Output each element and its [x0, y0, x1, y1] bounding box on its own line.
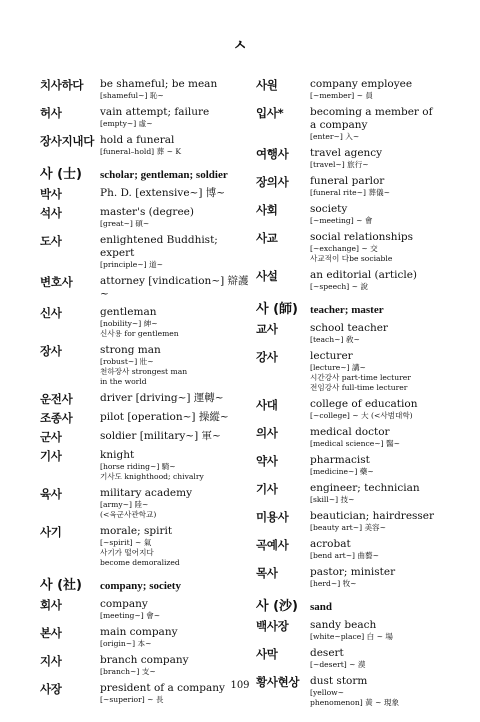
dictionary-entry — [40, 598, 252, 621]
entry-etymology: 기사도 knighthood; chivalry — [100, 472, 204, 481]
entry-meaning: enlightened Buddhist; — [100, 234, 218, 246]
entry-etymology: [meeting~] 會~ — [100, 611, 161, 620]
entry-meaning: sandy beach — [310, 619, 377, 631]
dictionary-entry — [40, 78, 252, 101]
entry-headword: 신사 — [40, 306, 62, 320]
section-header — [40, 578, 252, 594]
entry-etymology: driver [driving~] 運轉~ — [100, 392, 224, 404]
entry-etymology: [medical science~] 醫~ — [310, 439, 400, 448]
entry-etymology: [army~] 陸~ — [100, 500, 149, 509]
entry-etymology: [~spirit] ~ 氣 — [100, 538, 152, 547]
entry-headword: 변호사 — [40, 275, 73, 289]
entry-meaning: master's (degree) — [100, 206, 194, 218]
entry-meaning: becoming a member of — [310, 106, 433, 118]
entry-headword: 의사 — [256, 426, 278, 440]
entry-meaning: desert — [310, 647, 344, 659]
entry-etymology: 시간강사 part-time lecturer — [310, 373, 411, 382]
dictionary-entry — [40, 411, 252, 425]
entry-meaning: pastor; minister — [310, 566, 396, 578]
entry-etymology: in the world — [100, 377, 147, 386]
entry-etymology: [origin~] 本~ — [100, 639, 152, 648]
entry-etymology: [robust~] 壯~ — [100, 357, 154, 366]
entry-etymology: [bend art~] 曲藝~ — [310, 551, 379, 560]
entry-definition — [310, 647, 462, 670]
entry-definition — [310, 106, 462, 142]
section-headword: 사 (師) — [256, 302, 298, 317]
entry-etymology: 천하장사 strongest man — [100, 367, 188, 376]
entry-etymology: pilot [operation~] 操縱~ — [100, 411, 229, 423]
entry-meaning: dust storm — [310, 675, 368, 687]
dictionary-entry — [40, 106, 252, 129]
entry-headword: 회사 — [40, 598, 62, 612]
entry-etymology: [~member] ~ 員 — [310, 91, 373, 100]
entry-definition — [100, 234, 252, 270]
entry-etymology: [empty~] 虛~ — [100, 119, 153, 128]
entry-headword: 사교 — [256, 231, 278, 245]
section-headword: 사 (士) — [40, 167, 82, 182]
dictionary-entry — [256, 398, 462, 421]
entry-headword: 석사 — [40, 206, 62, 220]
entry-meaning: company — [100, 598, 148, 610]
entry-definition — [100, 411, 252, 424]
entry-headword: 치사하다 — [40, 78, 84, 92]
entry-headword: 강사 — [256, 350, 278, 364]
dictionary-entry — [256, 175, 462, 198]
page-header-letter: ㅅ — [232, 36, 248, 54]
section-title: sand — [310, 601, 333, 613]
entry-meaning: lecturer — [310, 350, 353, 362]
entry-meaning: president of a company — [100, 682, 225, 694]
dictionary-entry — [40, 306, 252, 339]
entry-headword: 박사 — [40, 187, 62, 201]
entry-meaning: knight — [100, 449, 135, 461]
entry-meaning: travel agency — [310, 147, 383, 159]
dictionary-entry — [256, 647, 462, 670]
entry-etymology: [great~] 碩~ — [100, 219, 150, 228]
dictionary-entry — [40, 487, 252, 520]
entry-headword: 기사 — [40, 449, 62, 463]
dictionary-entry — [256, 538, 462, 561]
entry-headword: 사대 — [256, 398, 278, 412]
entry-meaning: hold a funeral — [100, 134, 175, 146]
dictionary-entry — [256, 106, 462, 142]
entry-definition — [310, 322, 462, 345]
dictionary-entry — [40, 626, 252, 649]
entry-headword: 장의사 — [256, 175, 289, 189]
entry-etymology: soldier [military~] 軍~ — [100, 430, 221, 442]
entry-definition — [310, 482, 462, 505]
dictionary-entry — [256, 454, 462, 477]
entry-meaning: branch company — [100, 654, 189, 666]
dictionary-entry — [256, 322, 462, 345]
entry-meaning: medical doctor — [310, 426, 390, 438]
entry-etymology: [~speech] ~ 說 — [310, 282, 368, 291]
entry-meaning: pharmacist — [310, 454, 370, 466]
entry-etymology: [travel~] 旅行~ — [310, 160, 369, 169]
entry-headword: 백사장 — [256, 619, 289, 633]
entry-etymology: [shameful~] 恥~ — [100, 91, 164, 100]
entry-etymology: [funeral rite~] 葬儀~ — [310, 188, 390, 197]
entry-definition — [100, 626, 252, 649]
entry-etymology: [lecture~] 講~ — [310, 363, 366, 372]
dictionary-entry — [256, 203, 462, 226]
entry-headword: 기사 — [256, 482, 278, 496]
entry-etymology: (<육군사관학교) — [100, 510, 157, 519]
entry-meaning-cont: expert — [100, 247, 135, 259]
entry-definition — [100, 525, 252, 568]
entry-meaning: vain attempt; failure — [100, 106, 210, 118]
entry-headword: 사기 — [40, 525, 62, 539]
entry-headword: 사막 — [256, 647, 278, 661]
entry-etymology: 전임강사 full-time lecturer — [310, 383, 408, 392]
section-header — [40, 167, 252, 183]
entry-meaning: social relationships — [310, 231, 414, 243]
entry-headword: 미용사 — [256, 510, 289, 524]
entry-headword: 운전사 — [40, 392, 73, 406]
entry-definition — [310, 269, 462, 292]
entry-meaning: company employee — [310, 78, 413, 90]
entry-etymology: [white~place] 白 ~ 場 — [310, 632, 394, 641]
entry-etymology: [~meeting] ~ 會 — [310, 216, 373, 225]
section-headword: 사 (社) — [40, 578, 82, 593]
entry-etymology: phenomenon] 黃 ~ 現象 — [310, 698, 400, 707]
entry-etymology: Ph. D. [extensive~] 博~ — [100, 187, 226, 199]
entry-etymology: [funeral–hold] 葬 ~ K — [100, 147, 182, 156]
entry-meaning: morale; spirit — [100, 525, 173, 537]
entry-meaning-cont: a company — [310, 119, 368, 131]
dictionary-entry — [256, 147, 462, 170]
page-number: 109 — [230, 680, 250, 691]
entry-headword: 본사 — [40, 626, 62, 640]
entry-meaning: an editorial (article) — [310, 269, 418, 281]
section-title: teacher; master — [310, 304, 384, 316]
entry-definition — [310, 566, 462, 589]
entry-headword: 황사현상 — [256, 675, 300, 689]
dictionary-entry — [40, 430, 252, 444]
entry-definition — [310, 203, 462, 226]
entry-etymology: 사기가 떨어지다 — [100, 548, 154, 557]
entry-meaning: gentleman — [100, 306, 157, 318]
dictionary-entry — [256, 619, 462, 642]
entry-etymology: [beauty art~] 美容~ — [310, 523, 386, 532]
entry-etymology: [~superior] ~ 長 — [100, 695, 164, 704]
dictionary-entry — [40, 525, 252, 568]
entry-etymology: [principle~] 道~ — [100, 260, 163, 269]
entry-headword: 여행사 — [256, 147, 289, 161]
entry-definition — [310, 350, 462, 393]
entry-definition — [310, 619, 462, 642]
entry-headword: 허사 — [40, 106, 62, 120]
left-column — [40, 78, 252, 710]
entry-etymology: [teach~] 敎~ — [310, 335, 360, 344]
entry-meaning: strong man — [100, 344, 161, 356]
entry-definition — [100, 487, 252, 520]
entry-meaning: school teacher — [310, 322, 388, 334]
dictionary-entry — [256, 350, 462, 393]
dictionary-entry — [256, 566, 462, 589]
entry-definition — [310, 78, 462, 101]
entry-definition — [100, 392, 252, 405]
entry-etymology: [nobility~] 紳~ — [100, 319, 158, 328]
entry-headword: 사원 — [256, 78, 278, 92]
entry-meaning: college of education — [310, 398, 418, 410]
entry-meaning: be shameful; be mean — [100, 78, 218, 90]
entry-definition — [100, 598, 252, 621]
entry-definition — [310, 510, 462, 533]
entry-etymology: [horse riding~] 騎~ — [100, 462, 176, 471]
dictionary-entry — [40, 234, 252, 270]
entry-meaning: main company — [100, 626, 178, 638]
entry-headword: 사회 — [256, 203, 278, 217]
entry-headword: 군사 — [40, 430, 62, 444]
dictionary-entry — [40, 275, 252, 301]
entry-meaning: engineer; technician — [310, 482, 420, 494]
section-header — [256, 599, 462, 615]
entry-etymology: attorney [vindication~] 辯護~ — [100, 275, 249, 300]
dictionary-entry — [256, 78, 462, 101]
dictionary-entry — [40, 392, 252, 406]
entry-meaning: funeral parlor — [310, 175, 385, 187]
entry-meaning: beautician; hairdresser — [310, 510, 435, 522]
dictionary-entry — [256, 269, 462, 292]
entry-etymology: [~exchange] ~ 交 — [310, 244, 378, 253]
entry-etymology: 신사용 for gentlemen — [100, 329, 179, 338]
entry-meaning: military academy — [100, 487, 193, 499]
entry-etymology: [yellow~ — [310, 688, 345, 697]
entry-headword: 사설 — [256, 269, 278, 283]
entry-headword: 장사 — [40, 344, 62, 358]
entry-definition — [310, 538, 462, 561]
entry-meaning: society — [310, 203, 348, 215]
entry-etymology: [enter~] 入~ — [310, 132, 360, 141]
entry-definition — [310, 175, 462, 198]
entry-etymology: [branch~] 支~ — [100, 667, 156, 676]
entry-definition — [100, 430, 252, 443]
entry-definition — [100, 106, 252, 129]
dictionary-entry — [40, 134, 252, 157]
entry-headword: 육사 — [40, 487, 62, 501]
dictionary-entry — [40, 449, 252, 482]
entry-headword: 도사 — [40, 234, 62, 248]
entry-definition — [310, 398, 462, 421]
right-column — [256, 78, 462, 713]
dictionary-entry — [40, 206, 252, 229]
entry-headword: 교사 — [256, 322, 278, 336]
entry-etymology: [~desert] ~ 漠 — [310, 660, 366, 669]
entry-definition — [310, 426, 462, 449]
entry-headword: 조종사 — [40, 411, 73, 425]
section-header — [256, 302, 462, 318]
entry-etymology: [skill~] 技~ — [310, 495, 355, 504]
entry-meaning: acrobat — [310, 538, 351, 550]
entry-definition — [310, 454, 462, 477]
entry-definition — [310, 231, 462, 264]
entry-headword: 목사 — [256, 566, 278, 580]
entry-definition — [100, 306, 252, 339]
entry-etymology: become demoralized — [100, 558, 180, 567]
dictionary-entry — [40, 654, 252, 677]
dictionary-entry — [256, 426, 462, 449]
entry-definition — [100, 134, 252, 157]
entry-definition — [310, 147, 462, 170]
dictionary-entry — [40, 187, 252, 201]
entry-definition — [100, 206, 252, 229]
entry-headword: 약사 — [256, 454, 278, 468]
entry-headword: 사장 — [40, 682, 62, 696]
entry-headword: 지사 — [40, 654, 62, 668]
entry-definition — [100, 654, 252, 677]
entry-definition — [100, 275, 252, 301]
entry-headword: 입사* — [256, 106, 284, 120]
entry-definition — [100, 78, 252, 101]
entry-definition — [100, 449, 252, 482]
entry-definition — [100, 344, 252, 387]
entry-etymology: [~college] ~ 大 (<사범대학) — [310, 411, 413, 420]
dictionary-entry — [256, 510, 462, 533]
section-title: company; society — [100, 580, 181, 592]
dictionary-entry — [256, 231, 462, 264]
entry-headword: 곡예사 — [256, 538, 289, 552]
section-headword: 사 (沙) — [256, 599, 298, 614]
entry-etymology: [medicine~] 藥~ — [310, 467, 374, 476]
dictionary-entry — [256, 482, 462, 505]
entry-etymology: [herd~] 牧~ — [310, 579, 357, 588]
entry-headword: 장사지내다 — [40, 134, 95, 148]
entry-definition — [100, 187, 252, 200]
entry-etymology: 사교적이 다be sociable — [310, 254, 393, 263]
dictionary-entry — [40, 344, 252, 387]
section-title: scholar; gentleman; soldier — [100, 169, 228, 181]
